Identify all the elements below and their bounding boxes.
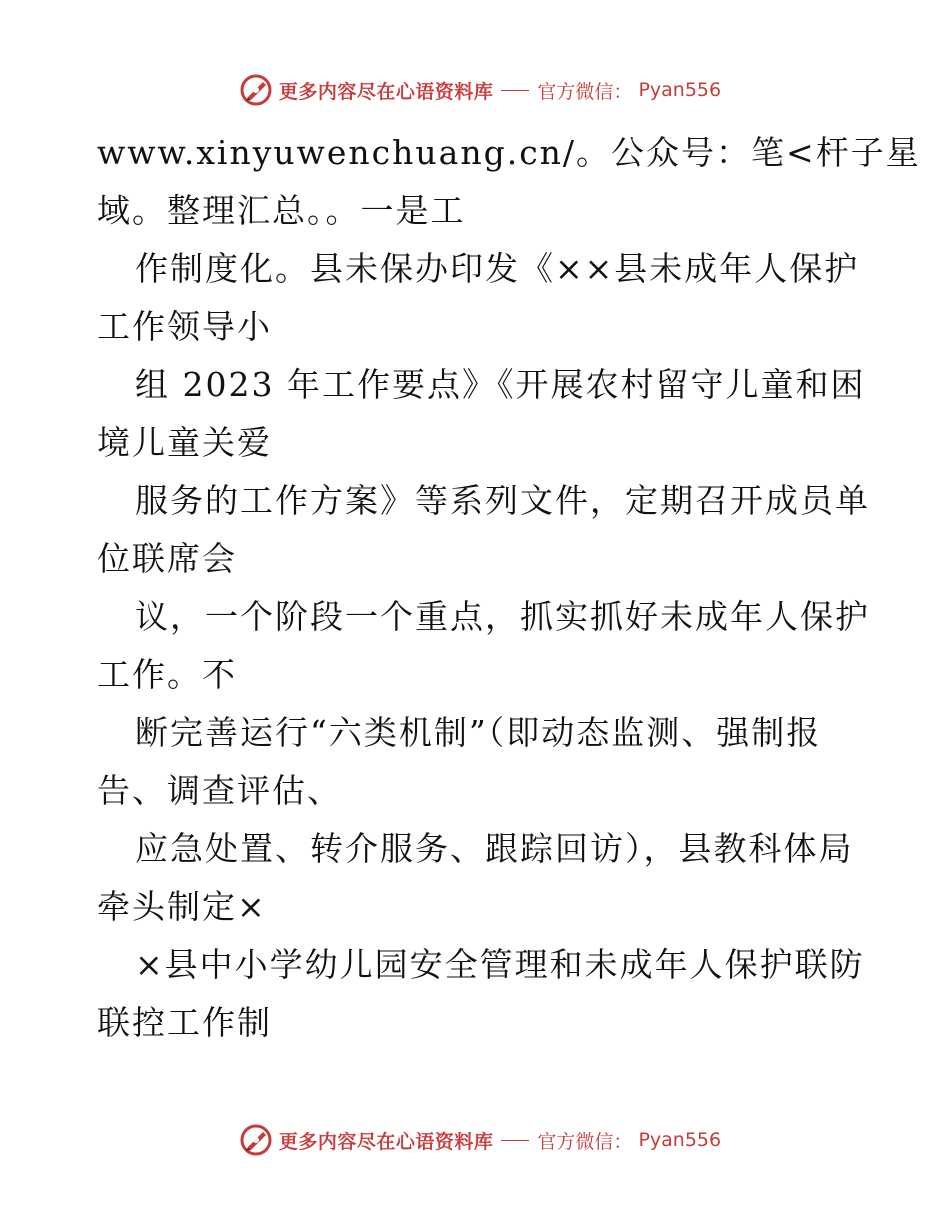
body-line-12: 告、调查评估、 (97, 771, 342, 810)
body-line-14: 牵头制定× (97, 887, 267, 926)
body-line-16: 联控工作制 (97, 1003, 272, 1042)
header-brand-text: 更多内容尽在心语资料库 (278, 80, 494, 103)
body-line-7: 服务的工作方案》等系列文件，定期召开成员单 (135, 481, 870, 520)
footer-wechat-id: Pyan556 (638, 1129, 722, 1151)
footer-banner (0, 1120, 950, 1160)
brand-logo-icon (239, 73, 273, 107)
body-line-3: 作制度化。县未保办印发《××县未成年人保护 (135, 249, 860, 288)
header-banner (0, 70, 950, 110)
body-line-9: 议，一个阶段一个重点，抓实抓好未成年人保护 (135, 597, 870, 636)
body-line-5: 组 2023 年工作要点》《开展农村留守儿童和困 (135, 365, 866, 404)
header-wechat-label: 官方微信： (537, 80, 633, 103)
body-line-10: 工作。不 (97, 655, 237, 694)
body-line-15: ×县中小学幼儿园安全管理和未成年人保护联防 (135, 945, 865, 984)
header-banner-inner (239, 73, 721, 107)
footer-wechat-label: 官方微信： (537, 1130, 633, 1153)
body-line-6: 境儿童关爱 (97, 423, 272, 462)
body-line-2: 域。整理汇总。。一是工 (97, 191, 466, 230)
footer-brand-text: 更多内容尽在心语资料库 (278, 1130, 494, 1153)
body-line-13: 应急处置、转介服务、跟踪回访），县教科体局 (135, 829, 854, 868)
header-wechat-id: Pyan556 (638, 79, 722, 101)
brand-logo-icon (239, 1123, 273, 1157)
body-line-11: 断完善运行“六类机制”（即动态监测、强制报 (135, 713, 822, 752)
header-dash (501, 90, 529, 91)
body-line-4: 工作领导小 (97, 307, 272, 346)
body-line-8: 位联席会 (97, 539, 237, 578)
footer-banner-inner (239, 1123, 721, 1157)
body-line-1: www.xinyuwenchuang.cn/。公众号：笔<杆子星 (97, 133, 921, 172)
footer-dash (501, 1140, 529, 1141)
document-body (97, 124, 921, 1052)
